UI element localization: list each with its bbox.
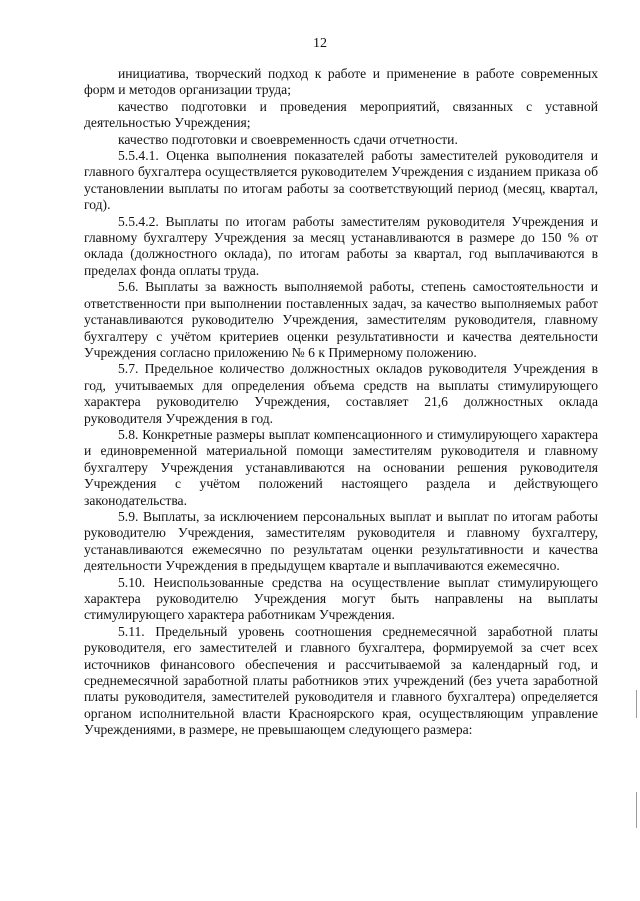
- paragraph-5-8: 5.8. Конкретные размеры выплат компенсационного и стимулирующего характера и единовременной материальной помощи заместителям руководителя и главному бухгалтеру Учреждения устанавливаются на основании решения руководителя Учреждения с учётом положений настоящего раздела и действующего законодательства.: [84, 426, 598, 508]
- document-body: [84, 66, 598, 739]
- paragraph-5-9: 5.9. Выплаты, за исключением персональных выплат и выплат по итогам работы руководителю Учреждения, заместителям руководителя и главному бухгалтеру, устанавливаются ежемесячно по результатам оценки результативности и качества деятельности Учреждения в предыдущем квартале и выплачиваются ежемесячно.: [84, 508, 598, 574]
- paragraph-5-11: 5.11. Предельный уровень соотношения среднемесячной заработной платы руководителя, его заместителей и главного бухгалтера, формируемой за счет всех источников финансового обеспечения и рассчитываемой за календарный год, и среднемесячной заработной платы работников этих учреждений (без учета заработной платы руководителя, заместителей руководителя и главного бухгалтера) определяется органом исполнительной власти Красноярского края, осуществляющим управление Учреждениями, в размере, не превышающем следующего размера:: [84, 623, 598, 738]
- page-number: 12: [313, 36, 327, 51]
- paragraph-5-5-4-2: 5.5.4.2. Выплаты по итогам работы заместителям руководителя Учреждения и главному бухгалтеру Учреждения за месяц устанавливаются в размере до 150 % от оклада (должностного оклада), по итогам работы за квартал, год выплачиваются в пределах фонда оплаты труда.: [84, 213, 598, 278]
- paragraph-criteria-initiative: инициатива, творческий подход к работе и применение в работе современных форм и методов организации труда;: [84, 66, 598, 98]
- paragraph-5-6: 5.6. Выплаты за важность выполняемой работы, степень самостоятельности и ответственности при выполнении поставленных задач, за качество выполняемых работ устанавливаются руководителю Учреждения, заместителям руководителя, главному бухгалтеру с учётом критериев оценки результативности и качества деятельности Учреждения согласно приложению № 6 к Примерному положению.: [84, 279, 598, 360]
- paragraph-criteria-reporting: качество подготовки и своевременность сдачи отчетности.: [118, 131, 458, 147]
- paragraph-5-10: 5.10. Неиспользованные средства на осуществление выплат стимулирующего характера руководителю Учреждения могут быть направлены на выплаты стимулирующего характера работникам Учреждения.: [84, 574, 598, 623]
- scan-edge-mark: [636, 690, 637, 718]
- scan-edge-mark: [636, 792, 637, 828]
- paragraph-5-7: 5.7. Предельное количество должностных окладов руководителя Учреждения в год, учитываемых для определения объема средств на выплаты стимулирующего характера руководителю Учреждения, составляет 21,6 должностных оклада руководителя Учреждения в год.: [84, 361, 598, 426]
- paragraph-criteria-events: качество подготовки и проведения мероприятий, связанных с уставной деятельностью Учреждения;: [84, 98, 598, 131]
- paragraph-5-5-4-1: 5.5.4.1. Оценка выполнения показателей работы заместителей руководителя и главного бухгалтера осуществляется руководителем Учреждения с изданием приказа об установлении выплаты по итогам работы за соответствующий период (месяц, квартал, год).: [84, 148, 598, 213]
